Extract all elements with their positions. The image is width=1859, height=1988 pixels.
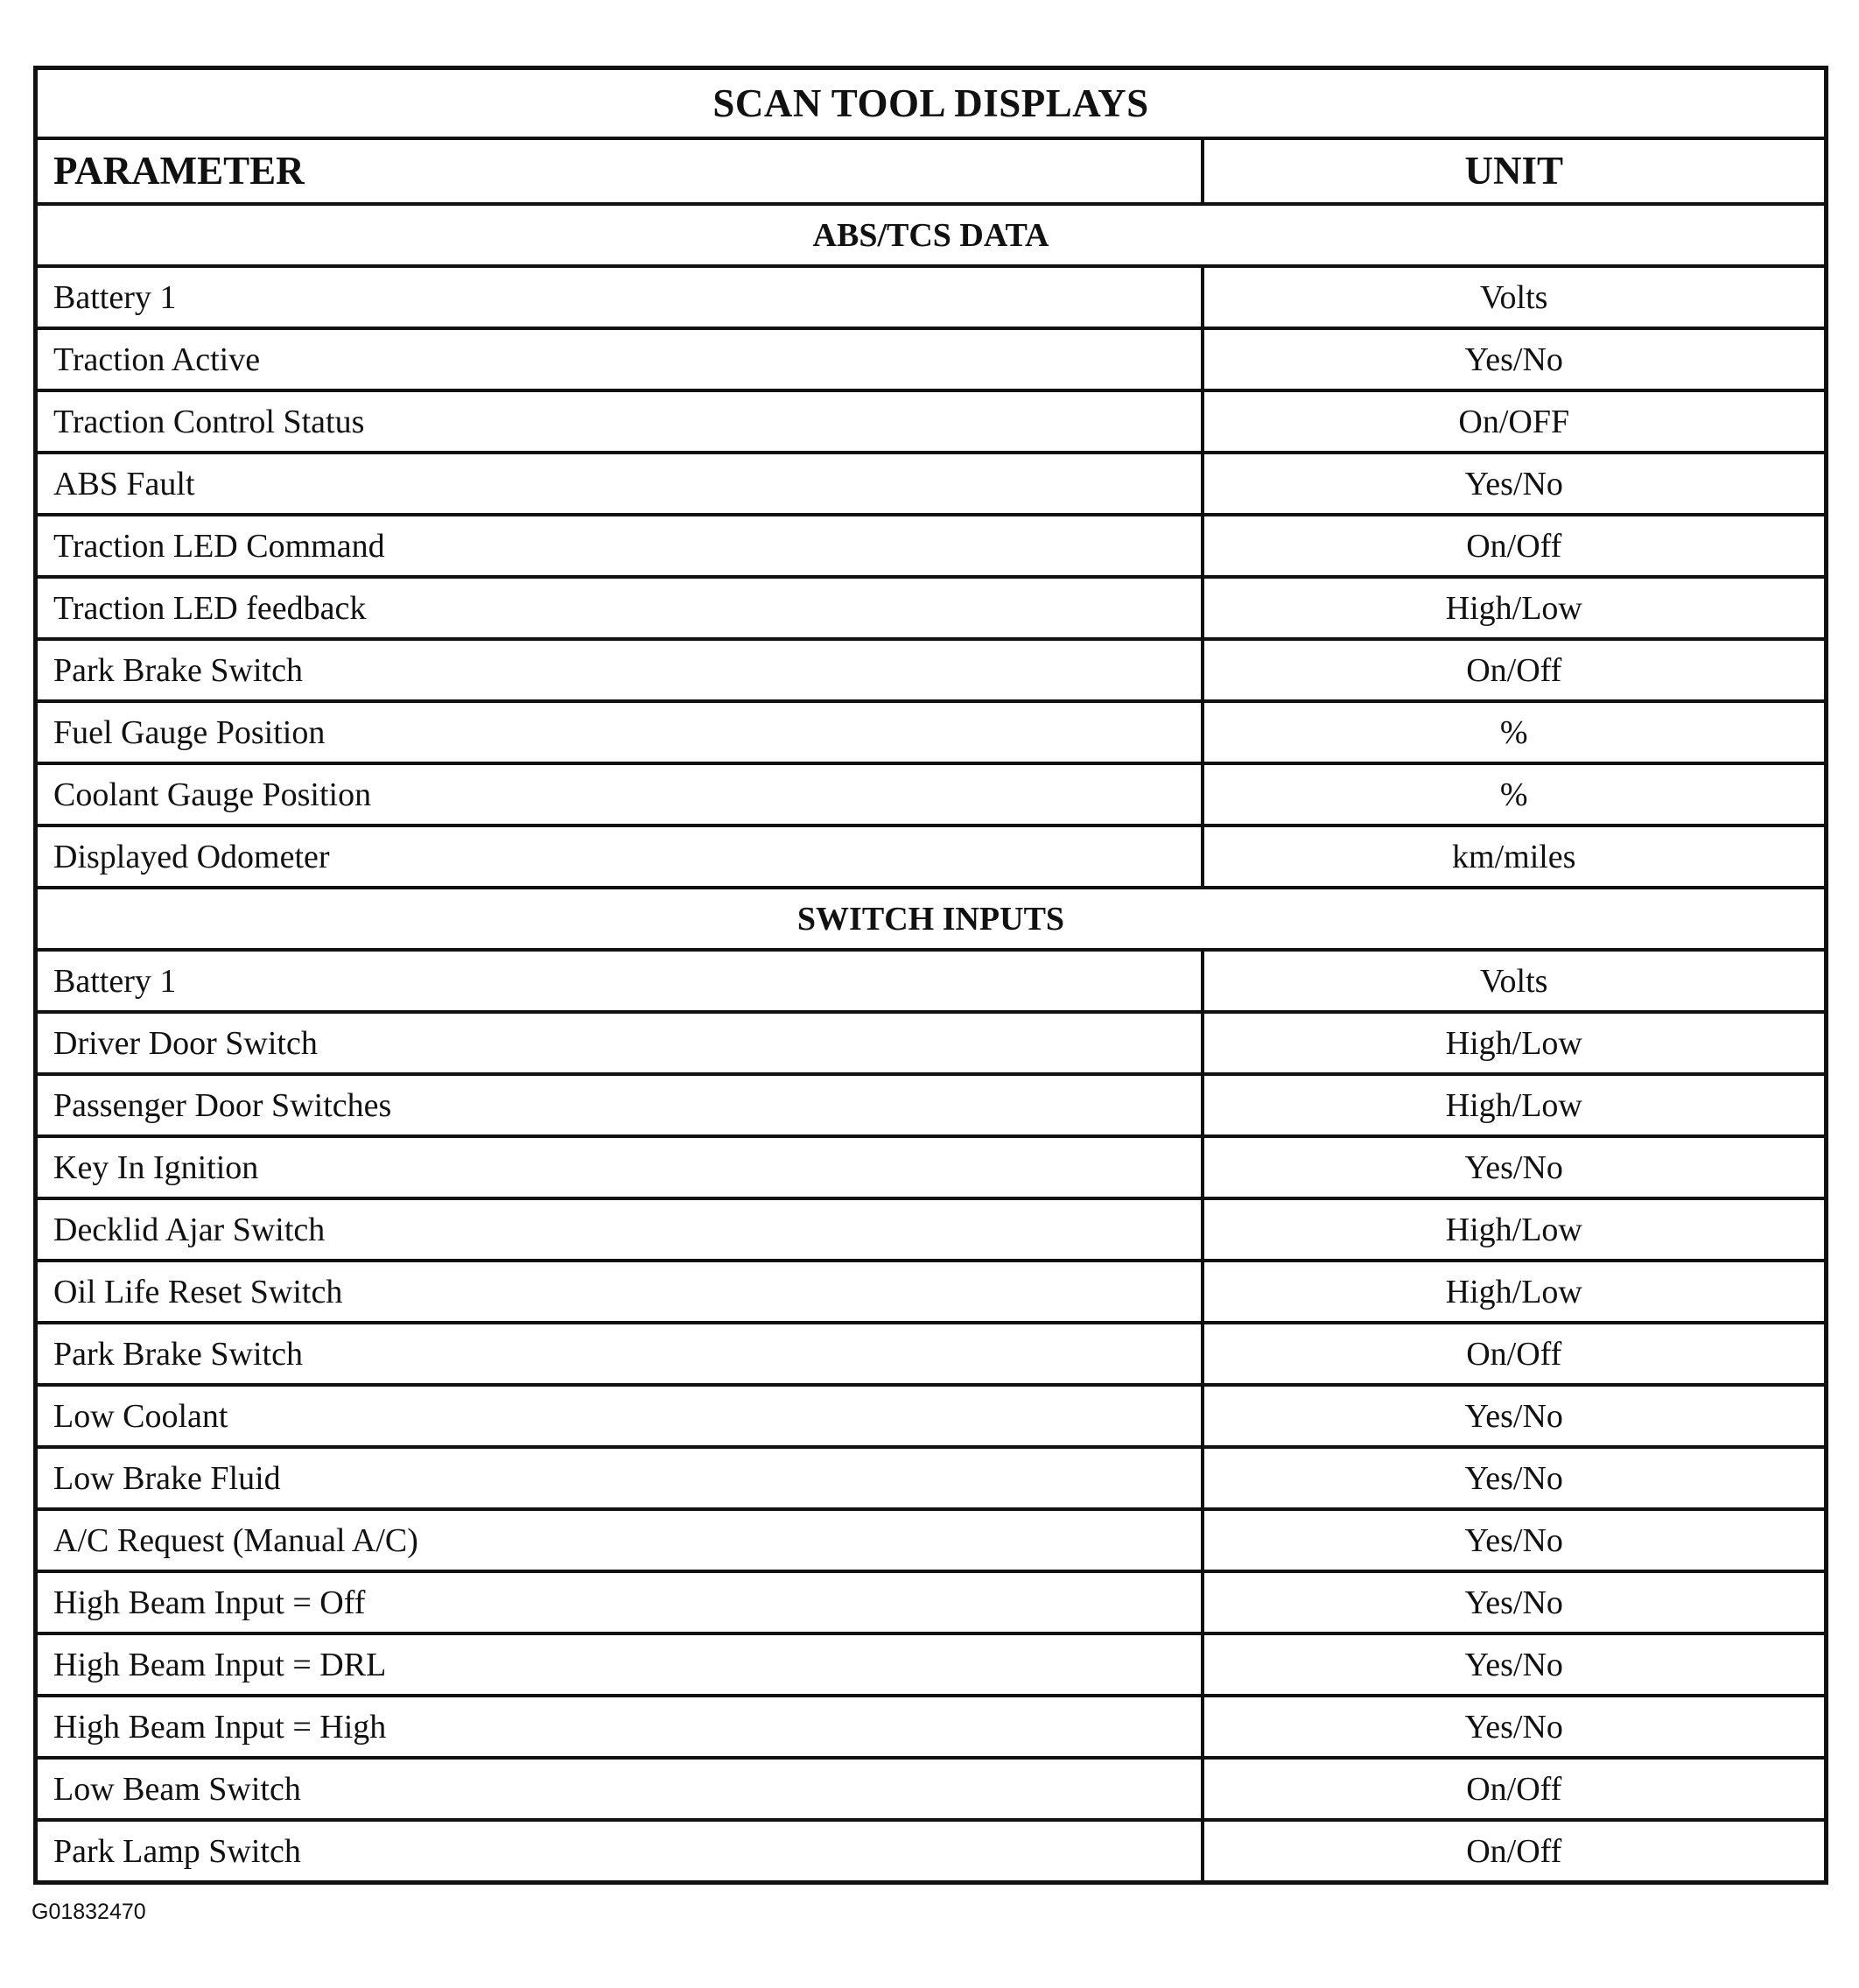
table-row [36, 1323, 1827, 1385]
parameter-cell: Fuel Gauge Position [36, 701, 1203, 763]
section-heading-row [36, 888, 1827, 950]
unit-cell: On/Off [1203, 1323, 1827, 1385]
unit-cell: On/OFF [1203, 390, 1827, 453]
table-row [36, 639, 1827, 701]
table-row [36, 577, 1827, 639]
parameter-cell: A/C Request (Manual A/C) [36, 1509, 1203, 1571]
table-row [36, 328, 1827, 390]
table-row [36, 1198, 1827, 1261]
parameter-cell: Traction Active [36, 328, 1203, 390]
unit-cell: High/Low [1203, 1198, 1827, 1261]
table-row [36, 763, 1827, 825]
unit-cell: Yes/No [1203, 1136, 1827, 1198]
unit-cell: On/Off [1203, 1820, 1827, 1883]
parameter-cell: Oil Life Reset Switch [36, 1261, 1203, 1323]
unit-cell: On/Off [1203, 515, 1827, 577]
parameter-cell: Battery 1 [36, 950, 1203, 1012]
unit-cell: High/Low [1203, 1012, 1827, 1074]
table-body [36, 68, 1827, 1883]
table-row [36, 1571, 1827, 1633]
parameter-cell: Park Brake Switch [36, 1323, 1203, 1385]
parameter-cell: Traction Control Status [36, 390, 1203, 453]
unit-cell: Yes/No [1203, 1385, 1827, 1447]
parameter-cell: Park Lamp Switch [36, 1820, 1203, 1883]
unit-cell: High/Low [1203, 577, 1827, 639]
table-row [36, 1261, 1827, 1323]
unit-cell: Yes/No [1203, 1447, 1827, 1509]
unit-cell: On/Off [1203, 639, 1827, 701]
parameter-cell: Low Coolant [36, 1385, 1203, 1447]
table-row [36, 266, 1827, 328]
parameter-cell: Park Brake Switch [36, 639, 1203, 701]
parameter-cell: Traction LED feedback [36, 577, 1203, 639]
unit-cell: Yes/No [1203, 1696, 1827, 1758]
table-row [36, 1385, 1827, 1447]
unit-cell: % [1203, 701, 1827, 763]
section-heading-switch-inputs: SWITCH INPUTS [36, 888, 1827, 950]
unit-cell: % [1203, 763, 1827, 825]
table-row [36, 1509, 1827, 1571]
parameter-cell: High Beam Input = Off [36, 1571, 1203, 1633]
unit-cell: High/Low [1203, 1074, 1827, 1136]
parameter-cell: Driver Door Switch [36, 1012, 1203, 1074]
table-row [36, 825, 1827, 888]
parameter-cell: ABS Fault [36, 453, 1203, 515]
unit-cell: Yes/No [1203, 1509, 1827, 1571]
parameter-cell: Passenger Door Switches [36, 1074, 1203, 1136]
title-row [36, 68, 1827, 139]
table-row [36, 1136, 1827, 1198]
table-row [36, 1074, 1827, 1136]
section-heading-row [36, 204, 1827, 266]
unit-cell: On/Off [1203, 1758, 1827, 1820]
table-row [36, 1633, 1827, 1696]
table-row [36, 1820, 1827, 1883]
section-heading-abs-tcs-data: ABS/TCS DATA [36, 204, 1827, 266]
parameter-cell: Traction LED Command [36, 515, 1203, 577]
parameter-cell: Decklid Ajar Switch [36, 1198, 1203, 1261]
table-row [36, 390, 1827, 453]
unit-cell: km/miles [1203, 825, 1827, 888]
figure-id: G01832470 [32, 1900, 146, 1924]
parameter-column-header: PARAMETER [36, 138, 1203, 204]
parameter-cell: Key In Ignition [36, 1136, 1203, 1198]
unit-cell: Yes/No [1203, 1633, 1827, 1696]
scan-tool-displays-table [33, 66, 1828, 1885]
unit-cell: Volts [1203, 266, 1827, 328]
table-row [36, 950, 1827, 1012]
table-row [36, 453, 1827, 515]
table-row [36, 515, 1827, 577]
table-title: SCAN TOOL DISPLAYS [36, 68, 1827, 139]
parameter-cell: Coolant Gauge Position [36, 763, 1203, 825]
parameter-cell: Displayed Odometer [36, 825, 1203, 888]
unit-cell: Yes/No [1203, 453, 1827, 515]
parameter-cell: High Beam Input = High [36, 1696, 1203, 1758]
parameter-cell: High Beam Input = DRL [36, 1633, 1203, 1696]
table-row [36, 1758, 1827, 1820]
table-row [36, 1696, 1827, 1758]
parameter-cell: Low Brake Fluid [36, 1447, 1203, 1509]
unit-column-header: UNIT [1203, 138, 1827, 204]
unit-cell: Yes/No [1203, 328, 1827, 390]
parameter-cell: Battery 1 [36, 266, 1203, 328]
header-row [36, 138, 1827, 204]
unit-cell: Volts [1203, 950, 1827, 1012]
table-row [36, 1012, 1827, 1074]
unit-cell: High/Low [1203, 1261, 1827, 1323]
parameter-cell: Low Beam Switch [36, 1758, 1203, 1820]
unit-cell: Yes/No [1203, 1571, 1827, 1633]
table-row [36, 701, 1827, 763]
table-row [36, 1447, 1827, 1509]
